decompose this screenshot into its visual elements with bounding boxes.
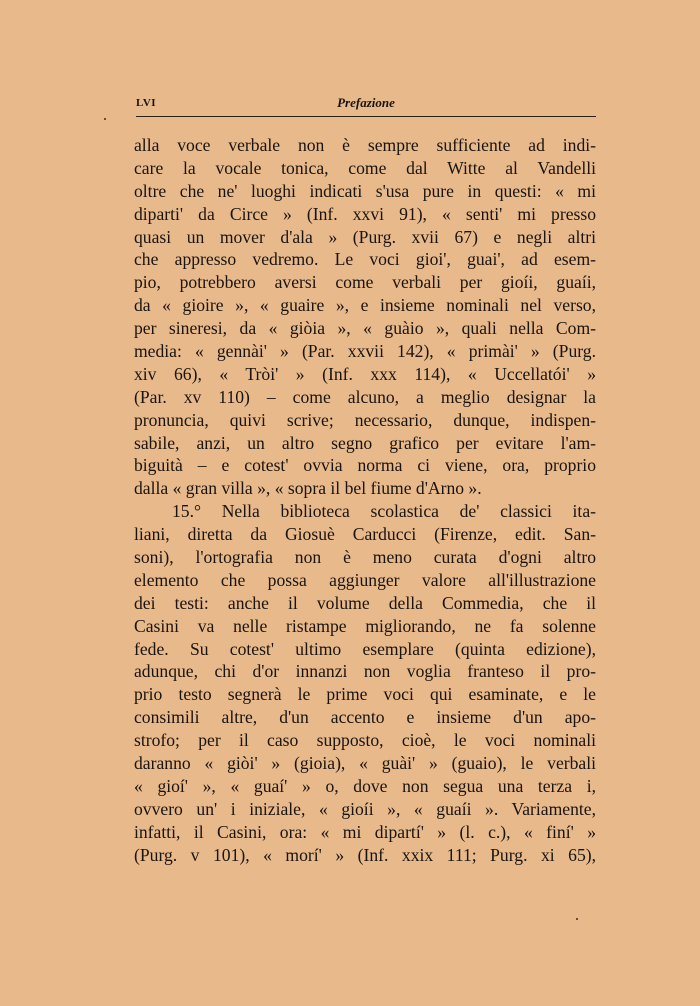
text-line: xiv 66), « Tròi' » (Inf. xxx 114), « Uccellatói' » <box>134 363 596 384</box>
text-line: dalla « gran villa », « sopra il bel fiume d'Arno ». <box>134 478 482 499</box>
paper-speck <box>576 918 578 920</box>
text-line: biguità – e cotest' ovvia norma ci viene, ora, proprio <box>134 455 596 476</box>
text-line: ovvero un' i iniziale, « gioíi », « guaíi ». Variamente, <box>134 798 596 819</box>
text-line: pronuncia, quivi scrive; necessario, dunque, indispen- <box>134 409 596 430</box>
text-line: (Purg. v 101), « morí' » (Inf. xxix 111; Purg. xi 65), <box>134 844 596 865</box>
text-line: da « gioire », « guaire », e insieme nominali nel verso, <box>134 295 596 316</box>
text-line: soni), l'ortografia non è meno curata d'ogni altro <box>134 547 596 568</box>
text-line: « gioí' », « guaí' » o, dove non segua una terza i, <box>134 775 596 796</box>
body-text <box>134 134 596 867</box>
text-line: care la vocale tonica, come dal Witte al Vandelli <box>134 157 596 178</box>
text-line: strofo; per il caso supposto, cioè, le voci nominali <box>134 730 596 751</box>
text-line: che appresso vedremo. Le voci gioi', guai', ad esem- <box>134 249 596 270</box>
running-title: Prefazione <box>337 95 395 110</box>
text-line: quasi un mover d'ala » (Purg. xvii 67) e negli altri <box>134 226 596 247</box>
page-number: LVI <box>136 97 157 109</box>
text-line: dei testi: anche il volume della Commedia, che il <box>134 592 596 613</box>
text-line: diparti' da Circe » (Inf. xxvi 91), « senti' mi presso <box>134 203 596 224</box>
text-line: liani, diretta da Giosuè Carducci (Firenze, edit. San- <box>134 524 596 545</box>
page-header <box>136 94 596 117</box>
text-line: infatti, il Casini, ora: « mi dipartí' » (l. c.), « finí' » <box>134 821 596 842</box>
text-line: oltre che ne' luoghi indicati s'usa pure in questi: « mi <box>134 180 596 201</box>
text-line: media: « gennài' » (Par. xxvii 142), « primài' » (Purg. <box>134 341 596 362</box>
text-line: daranno « giòi' » (gioia), « guài' » (guaio), le verbali <box>134 753 596 774</box>
text-line: per sineresi, da « giòia », « guàio », quali nella Com- <box>134 318 596 339</box>
text-line: (Par. xv 110) – come alcuno, a meglio designar la <box>134 386 596 407</box>
text-line: consimili altre, d'un accento e insieme d'un apo- <box>134 707 596 728</box>
text-line: elemento che possa aggiunger valore all'illustrazione <box>134 569 596 590</box>
text-line: pio, potrebbero aversi come verbali per gioíi, guaíi, <box>134 272 596 293</box>
text-line: fede. Su cotest' ultimo esemplare (quinta edizione), <box>134 638 596 659</box>
text-line: Casini va nelle ristampe migliorando, ne fa solenne <box>134 615 596 636</box>
paper-speck <box>104 118 106 120</box>
text-line: sabile, anzi, un altro segno grafico per evitare l'am- <box>134 432 596 453</box>
text-line: prio testo segnerà le prime voci qui esaminate, e le <box>134 684 596 705</box>
text-line: adunque, chi d'or innanzi non voglia franteso il pro- <box>134 661 596 682</box>
text-line: 15.° Nella biblioteca scolastica de' classici ita- <box>172 501 596 522</box>
text-line: alla voce verbale non è sempre sufficiente ad indi- <box>134 135 596 155</box>
